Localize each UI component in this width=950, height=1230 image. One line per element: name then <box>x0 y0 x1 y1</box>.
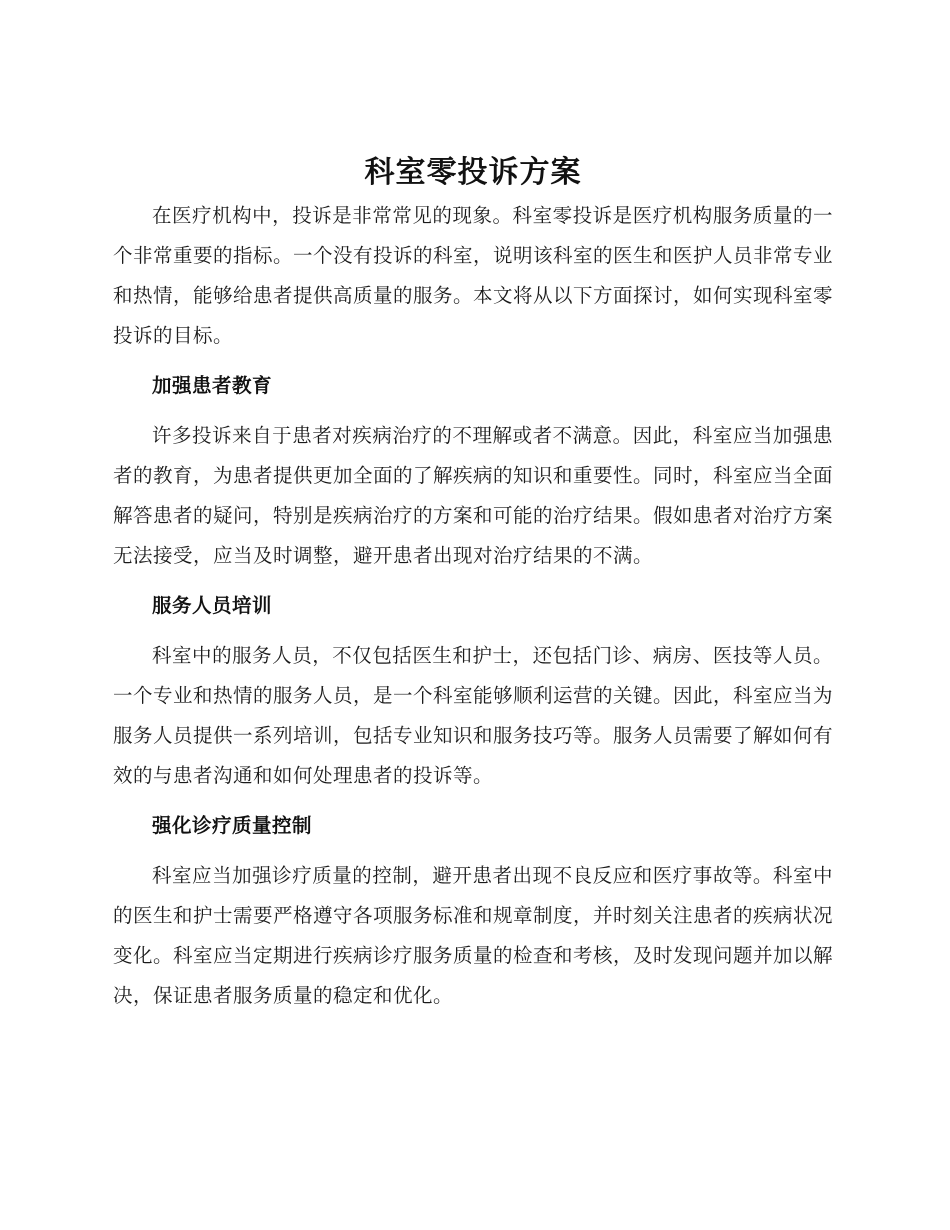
section-body-staff-training: 科室中的服务人员，不仅包括医生和护士，还包括门诊、病房、医技等人员。一个专业和热情的服务人员，是一个科室能够顺利运营的关键。因此，科室应当为服务人员提供一系列培训，包括专业知识和服务技巧等。服务人员需要了解如何有效的与患者沟通和如何处理患者的投诉等。 <box>113 644 834 787</box>
section-heading-patient-education: 加强患者教育 <box>152 374 273 397</box>
section-heading-staff-training: 服务人员培训 <box>152 594 273 617</box>
document-title: 科室零投诉方案 <box>364 155 582 190</box>
document-content <box>113 150 833 1016</box>
section-body-patient-education: 许多投诉来自于患者对疾病治疗的不理解或者不满意。因此，科室应当加强患者的教育，为患者提供更加全面的了解疾病的知识和重要性。同时，科室应当全面解答患者的疑问，特别是疾病治疗的方案和可能的治疗结果。假如患者对治疗方案无法接受，应当及时调整，避开患者出现对治疗结果的不满。 <box>113 424 834 567</box>
section-heading-quality-control: 强化诊疗质量控制 <box>152 814 313 837</box>
intro-paragraph: 在医疗机构中，投诉是非常常见的现象。科室零投诉是医疗机构服务质量的一个非常重要的指标。一个没有投诉的科室，说明该科室的医生和医护人员非常专业和热情，能够给患者提供高质量的服务。本文将从以下方面探讨，如何实现科室零投诉的目标。 <box>113 204 834 347</box>
section-body-quality-control: 科室应当加强诊疗质量的控制，避开患者出现不良反应和医疗事故等。科室中的医生和护士需要严格遵守各项服务标准和规章制度，并时刻关注患者的疾病状况变化。科室应当定期进行疾病诊疗服务质量的检查和考核，及时发现问题并加以解决，保证患者服务质量的稳定和优化。 <box>113 864 834 1007</box>
